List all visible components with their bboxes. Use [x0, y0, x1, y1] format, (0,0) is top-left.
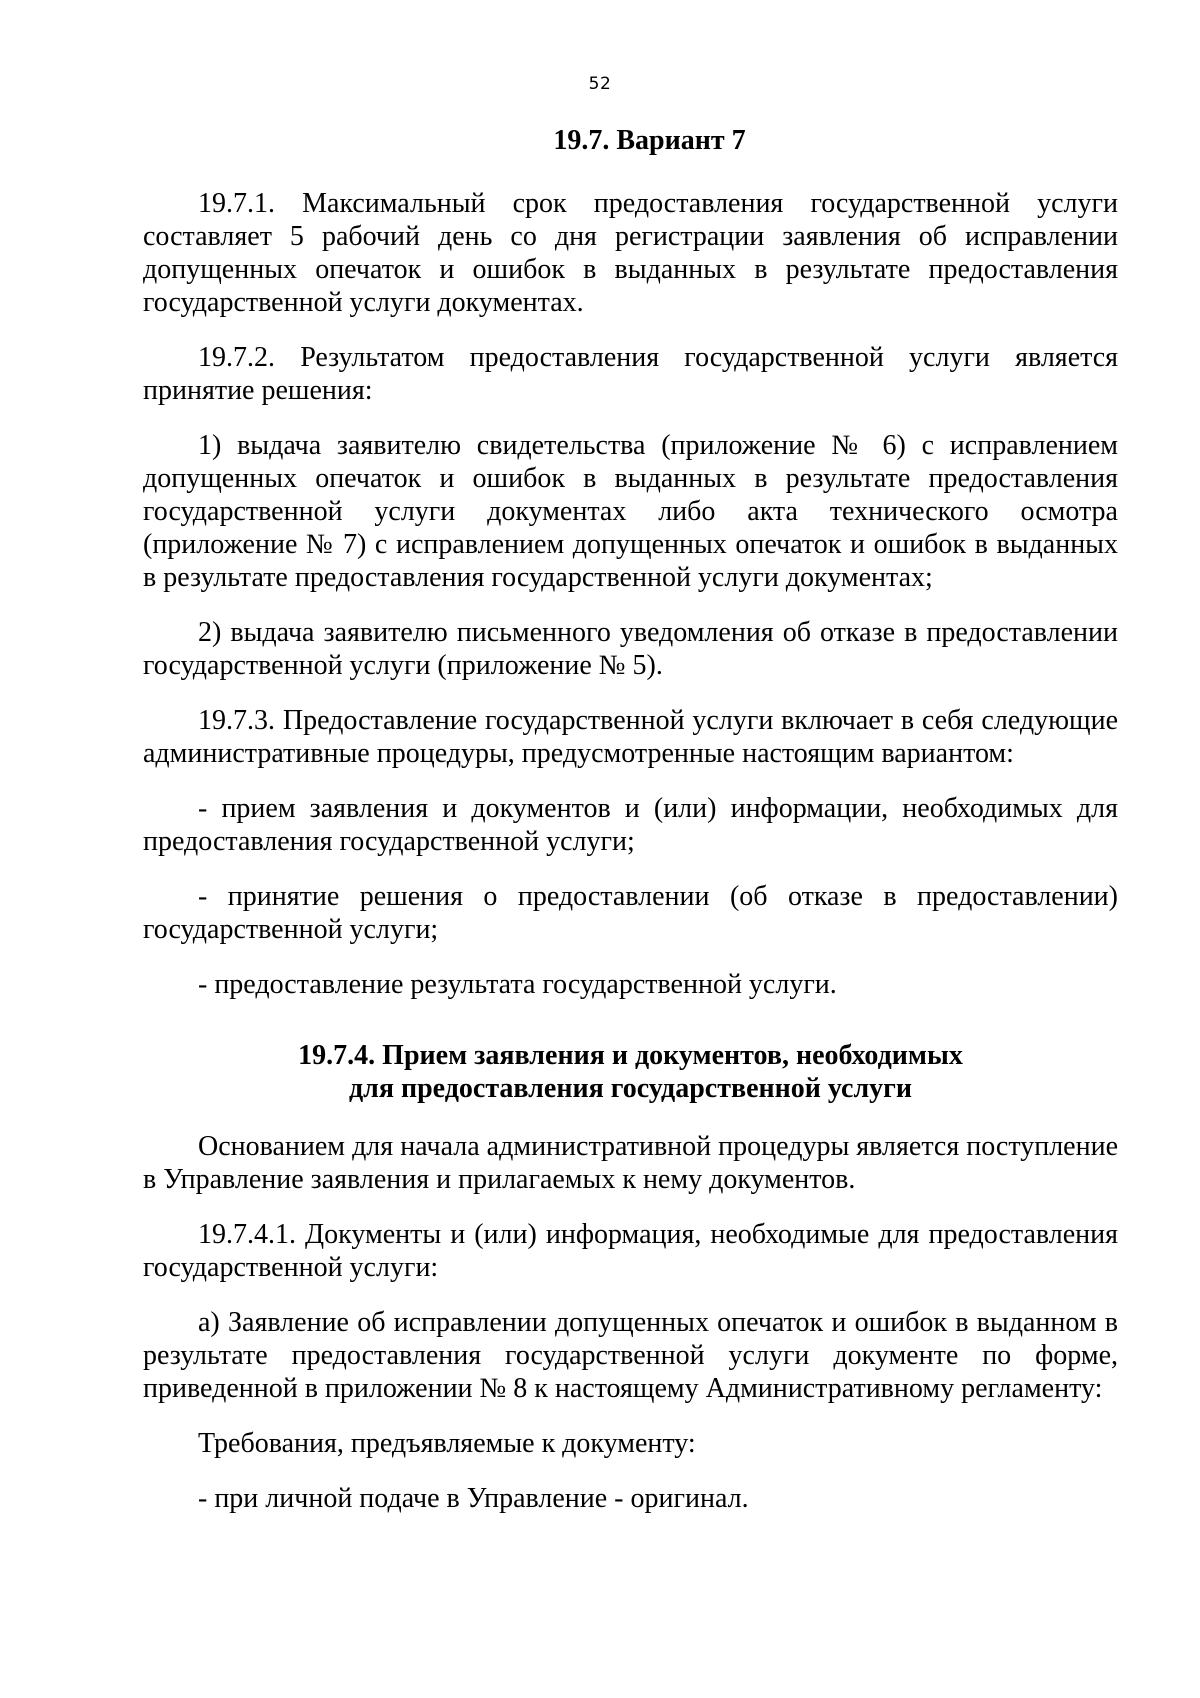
- list-item-result-2: 2) выдача заявителю письменного уведомления об отказе в предоставлении государственной услуги (приложение № 5).: [143, 617, 1118, 681]
- section-title: 19.7. Вариант 7: [553, 125, 746, 156]
- paragraph-19-7-3: 19.7.3. Предоставление государственной услуги включает в себя следующие административные процедуры, предусмотренные настоящим вариантом:: [143, 705, 1118, 769]
- list-item-procedure-2: - принятие решения о предоставлении (об отказе в предоставлении) государственной услуги;: [143, 881, 1118, 945]
- paragraph-19-7-1: 19.7.1. Максимальный срок предоставления государственной услуги составляет 5 рабочий день со дня регистрации заявления об исправлении допущенных опечаток и ошибок в выданных в результате предоставления государственной услуги документах.: [143, 188, 1118, 318]
- list-item-application-a: а) Заявление об исправлении допущенных опечаток и ошибок в выданном в результате предоставления государственной услуги документе по форме, приведенной в приложении № 8 к настоящему Административному регламенту:: [143, 1307, 1118, 1404]
- subsection-title-line-2: для предоставления государственной услуги: [348, 1073, 913, 1104]
- paragraph-19-7-2: 19.7.2. Результатом предоставления государственной услуги является принятие решения:: [143, 342, 1118, 406]
- list-item-result-1: 1) выдача заявителю свидетельства (приложение № 6) с исправлением допущенных опечаток и ошибок в выданных в результате предоставления государственной услуги документах либо акта технического осмотра (приложение № 7) с исправлением допущенных опечаток и ошибок в выданных в результате предоставления государственной услуги документах;: [143, 430, 1118, 593]
- paragraph-requirements: Требования, предъявляемые к документу:: [198, 1428, 696, 1459]
- document-body: [143, 124, 1118, 1537]
- page-number: 52: [588, 74, 612, 94]
- subsection-title: [143, 1039, 1118, 1105]
- subsection-title-line-1: 19.7.4. Прием заявления и документов, необходимых: [298, 1040, 963, 1071]
- list-item-requirement-original: - при личной подаче в Управление - оригинал.: [198, 1483, 749, 1514]
- list-item-procedure-1: - прием заявления и документов и (или) информации, необходимых для предоставления государственной услуги;: [143, 793, 1118, 857]
- paragraph-basis: Основанием для начала административной процедуры является поступление в Управление заявления и прилагаемых к нему документов.: [143, 1131, 1118, 1195]
- list-item-procedure-3: - предоставление результата государственной услуги.: [198, 969, 837, 1000]
- paragraph-19-7-4-1: 19.7.4.1. Документы и (или) информация, необходимые для предоставления государственной услуги:: [143, 1219, 1118, 1283]
